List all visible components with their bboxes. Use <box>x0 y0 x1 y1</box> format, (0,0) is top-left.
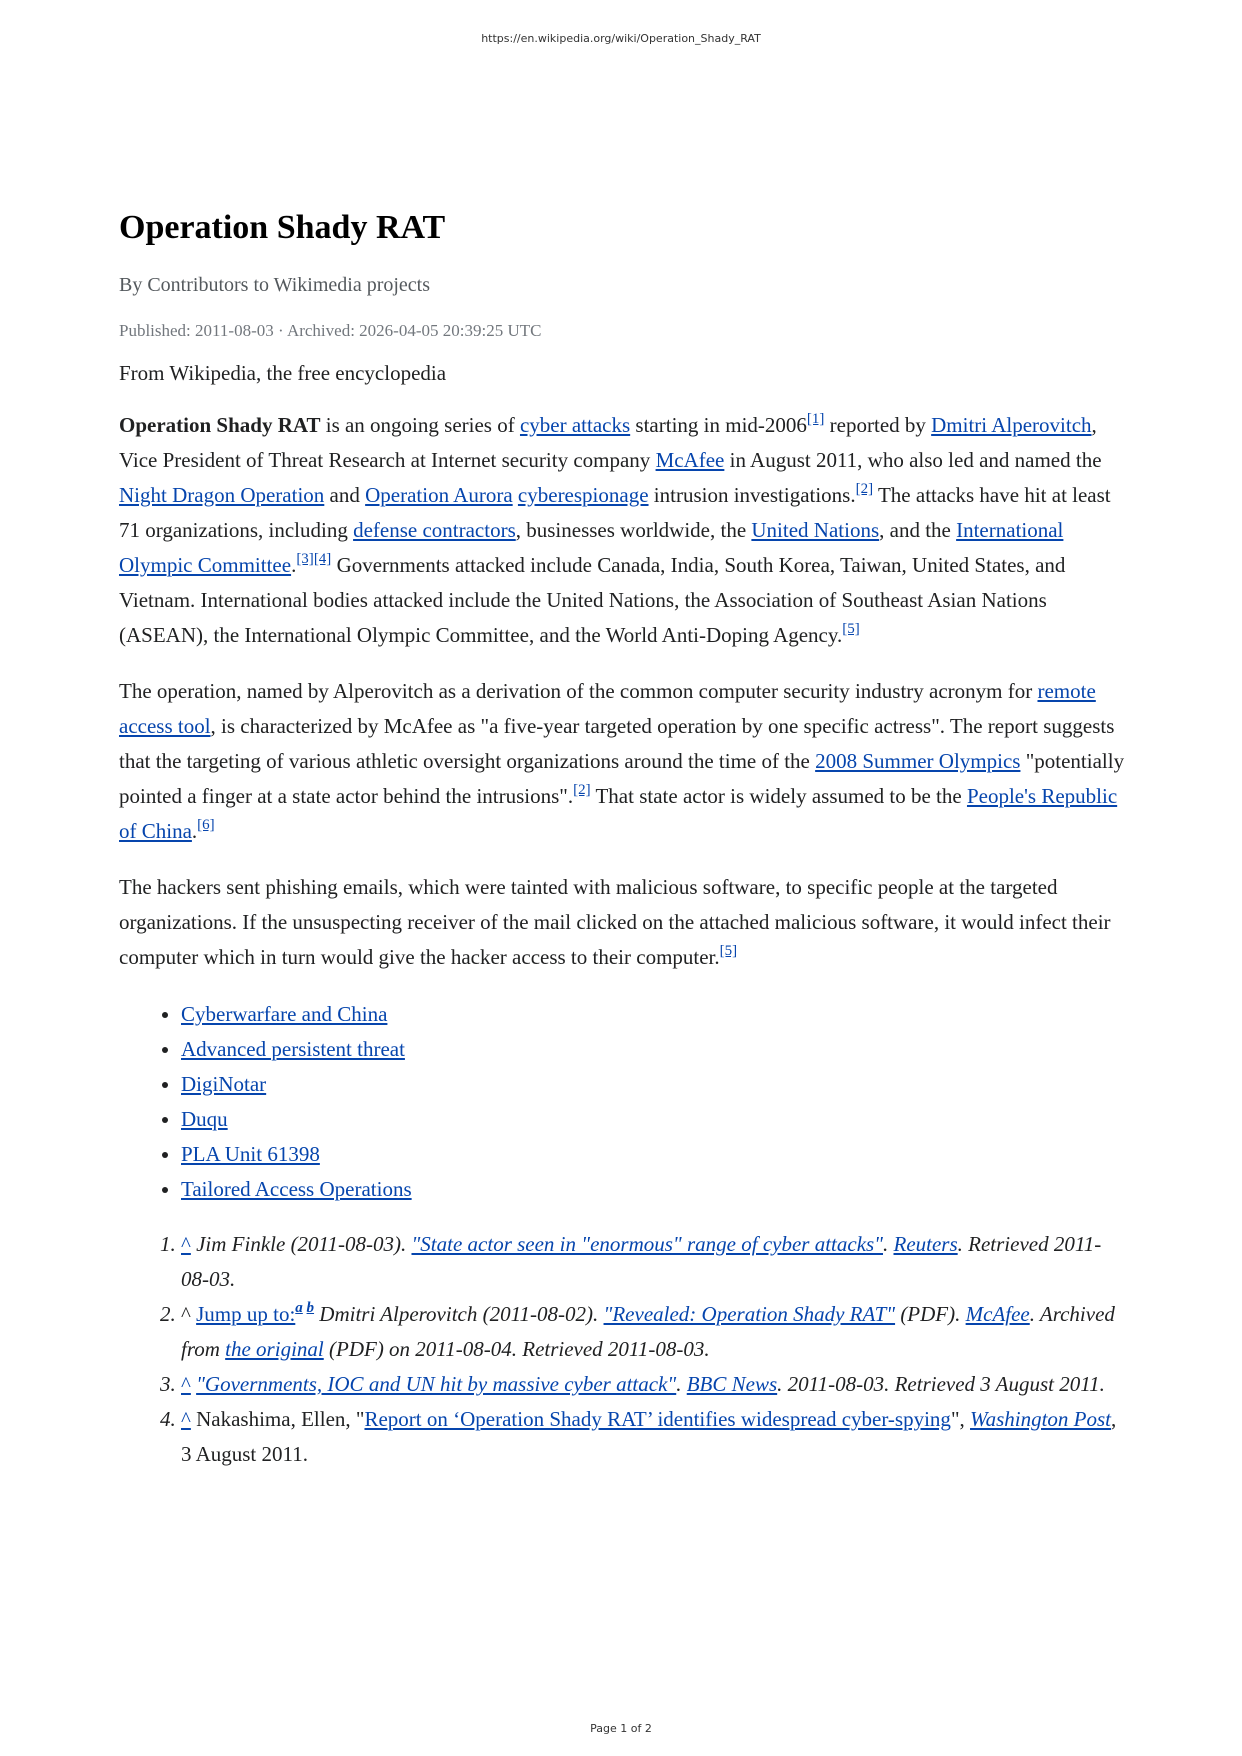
byline: By Contributors to Wikimedia projects <box>119 273 431 296</box>
list-item <box>181 1067 1129 1102</box>
text: , businesses worldwide, the <box>515 517 752 542</box>
page-url: https://en.wikipedia.org/wiki/Operation_Shady_RAT <box>481 32 761 45</box>
link-mcafee[interactable]: McAfee <box>655 447 725 472</box>
publisher-link[interactable]: Washington Post <box>970 1406 1112 1431</box>
back-link[interactable]: ^ <box>181 1406 191 1431</box>
see-also-link[interactable]: DigiNotar <box>181 1071 267 1096</box>
text: , 3 August 2011. <box>181 1406 1117 1466</box>
text: , is characterized by McAfee as "a five-year targeted operation by one specific actress". The report suggests that the targeting of various athletic oversight organizations around the time of the <box>119 713 1115 773</box>
publisher-link[interactable]: Reuters <box>893 1231 958 1256</box>
archive-original-link[interactable]: the original <box>225 1336 324 1361</box>
link-cyber-attacks[interactable]: cyber attacks <box>519 412 631 437</box>
caret: ^ <box>181 1301 197 1326</box>
text: , Vice President of Threat Research at Internet security company <box>119 412 1097 472</box>
see-also-link[interactable]: Tailored Access Operations <box>181 1176 412 1201</box>
citation-5[interactable]: [5] <box>842 620 860 637</box>
link-2008-olympics[interactable]: 2008 Summer Olympics <box>815 748 1021 773</box>
page-number: Page 1 of 2 <box>590 1722 652 1735</box>
paragraph-naming <box>119 674 1129 849</box>
citation-3[interactable]: [3] <box>296 550 314 567</box>
citation-2[interactable]: [2] <box>855 480 874 497</box>
text: and <box>324 482 366 507</box>
link-united-nations[interactable]: United Nations <box>751 517 880 542</box>
list-item <box>181 997 1129 1032</box>
citation-6[interactable]: [6] <box>197 816 215 833</box>
article-content <box>119 208 1129 1472</box>
text: The operation, named by Alperovitch as a derivation of the common computer security industry acronym for <box>119 678 1038 703</box>
publish-meta: Published: 2011-08-03 · Archived: 2026-04-05 20:39:25 UTC <box>119 320 542 340</box>
reference-title-link[interactable]: Report on ‘Operation Shady RAT’ identifies widespread cyber-spying <box>364 1406 951 1431</box>
list-item <box>181 1172 1129 1207</box>
link-prc[interactable]: People's Republic of China <box>119 783 1118 843</box>
text: in August 2011, who also led and named the <box>724 447 1102 472</box>
text: reported by <box>824 412 932 437</box>
text: . 2011-08-03. Retrieved 3 August 2011. <box>777 1371 1105 1396</box>
reference-title-link[interactable]: "State actor seen in "enormous" range of cyber attacks" <box>411 1231 883 1256</box>
text: . <box>291 552 297 577</box>
see-also-list <box>119 997 1129 1207</box>
publisher-link[interactable]: McAfee <box>965 1301 1030 1326</box>
list-item <box>181 1032 1129 1067</box>
link-remote-access-tool[interactable]: remote access tool <box>119 678 1096 738</box>
text: The attacks have hit at least 71 organizations, including <box>119 482 1111 542</box>
see-also-link[interactable]: Duqu <box>181 1106 228 1131</box>
text: , and the <box>879 517 957 542</box>
back-link-a[interactable]: a <box>295 1299 303 1316</box>
link-operation-aurora[interactable]: Operation Aurora <box>365 482 513 507</box>
citation-2[interactable]: [2] <box>573 781 591 798</box>
reference-title-link[interactable]: "Revealed: Operation Shady RAT" <box>603 1301 896 1326</box>
see-also-link[interactable]: Advanced persistent threat <box>181 1036 405 1061</box>
text: is an ongoing series of <box>320 412 520 437</box>
text: (PDF). <box>895 1301 966 1326</box>
text: Dmitri Alperovitch (2011-08-02). <box>314 1301 604 1326</box>
publisher-link[interactable]: BBC News <box>686 1371 778 1396</box>
text: . Archived from <box>181 1301 1115 1361</box>
citation-4[interactable]: [4] <box>313 550 332 567</box>
text: (PDF) on 2011-08-04. Retrieved 2011-08-03. <box>323 1336 710 1361</box>
back-link-b[interactable]: b <box>306 1299 315 1316</box>
text: "potentially pointed a finger at a state actor behind the intrusions". <box>119 748 1125 808</box>
text: . <box>883 1231 894 1256</box>
reference-3 <box>181 1367 1129 1402</box>
link-cyberespionage[interactable]: cyberespionage <box>517 482 649 507</box>
text: starting in mid-2006 <box>630 412 807 437</box>
references-list <box>119 1227 1129 1472</box>
list-item <box>181 1137 1129 1172</box>
reference-2 <box>181 1297 1129 1367</box>
jump-up-link[interactable]: Jump up to: <box>196 1301 296 1326</box>
text: . Retrieved 2011-08-03. <box>181 1231 1102 1291</box>
reference-1 <box>181 1227 1129 1297</box>
link-dmitri-alperovitch[interactable]: Dmitri Alperovitch <box>931 412 1092 437</box>
text: Nakashima, Ellen, " <box>190 1406 365 1431</box>
text: ", <box>950 1406 971 1431</box>
link-defense-contractors[interactable]: defense contractors <box>353 517 516 542</box>
back-link[interactable]: ^ <box>181 1231 191 1256</box>
text: . <box>191 818 198 843</box>
link-ioc[interactable]: International Olympic Committee <box>119 517 1064 577</box>
text: intrusion investigations. <box>648 482 856 507</box>
text: Jim Finkle (2011-08-03). <box>190 1231 412 1256</box>
page-title: Operation Shady RAT <box>119 209 446 246</box>
source-tagline: From Wikipedia, the free encyclopedia <box>119 360 447 385</box>
paragraph-phishing <box>119 870 1129 975</box>
back-link[interactable]: ^ <box>181 1371 191 1396</box>
text: Governments attacked include Canada, India, South Korea, Taiwan, United States, and Vietnam. International bodies attacked include the United Nations, the Association of Southeast Asian Nations (ASEAN), the International Olympic Committee, and the World Anti-Doping Agency. <box>119 552 1066 647</box>
citation-1[interactable]: [1] <box>806 410 825 427</box>
text: That state actor is widely assumed to be the <box>590 783 967 808</box>
see-also-link[interactable]: PLA Unit 61398 <box>181 1141 320 1166</box>
list-item <box>181 1102 1129 1137</box>
text: The hackers sent phishing emails, which were tainted with malicious software, to specific people at the targeted organizations. If the unsuspecting receiver of the mail clicked on the attached malicious software, it would infect their computer which in turn would give the hacker access to their computer. <box>119 874 1111 969</box>
paragraph-intro <box>119 408 1129 653</box>
article-subject: Operation Shady RAT <box>119 412 321 437</box>
citation-5[interactable]: [5] <box>719 942 738 959</box>
link-night-dragon[interactable]: Night Dragon Operation <box>119 482 325 507</box>
text: . <box>676 1371 687 1396</box>
reference-title-link[interactable]: "Governments, IOC and UN hit by massive cyber attack" <box>196 1371 677 1396</box>
see-also-link[interactable]: Cyberwarfare and China <box>181 1001 388 1026</box>
reference-4 <box>181 1402 1129 1472</box>
